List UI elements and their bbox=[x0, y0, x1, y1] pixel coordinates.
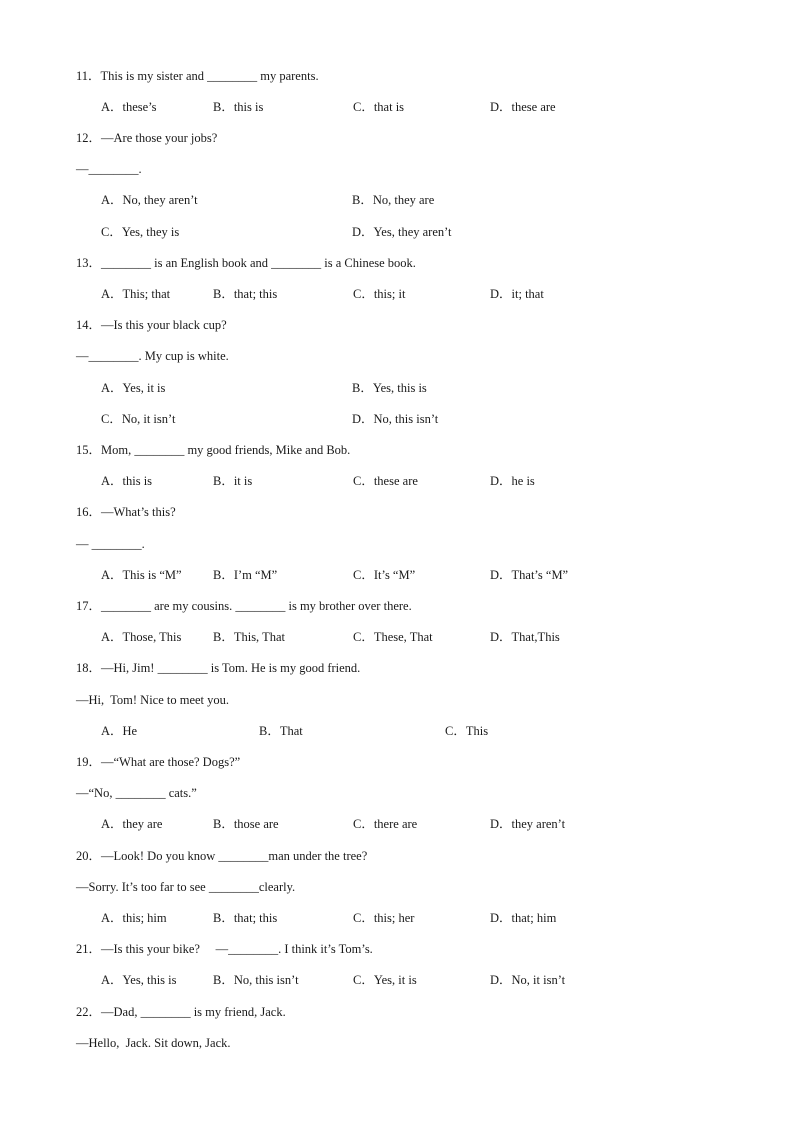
q16-option-c[interactable]: C．It’s “M” bbox=[353, 568, 416, 582]
question-14-reply: —________. My cup is white. bbox=[76, 349, 229, 363]
q20-option-a[interactable]: A．this; him bbox=[101, 911, 167, 925]
q12-option-a[interactable]: A．No, they aren’t bbox=[101, 193, 198, 207]
q20-option-d[interactable]: D．that; him bbox=[490, 911, 557, 925]
q19-option-a[interactable]: A．they are bbox=[101, 817, 163, 831]
question-15-stem: 15．Mom, ________ my good friends, Mike and Bob. bbox=[76, 443, 351, 457]
question-11-stem: 11．This is my sister and ________ my parents. bbox=[76, 69, 319, 83]
q15-option-b[interactable]: B．it is bbox=[213, 474, 253, 488]
q21-option-c[interactable]: C．Yes, it is bbox=[353, 973, 417, 987]
q13-option-d[interactable]: D．it; that bbox=[490, 287, 544, 301]
q21-option-b[interactable]: B．No, this isn’t bbox=[213, 973, 299, 987]
q14-option-c[interactable]: C．No, it isn’t bbox=[101, 412, 176, 426]
q12-option-b[interactable]: B．No, they are bbox=[352, 193, 435, 207]
q15-option-d[interactable]: D．he is bbox=[490, 474, 535, 488]
question-14-stem: 14．—Is this your black cup? bbox=[76, 318, 227, 332]
question-12-reply: —________. bbox=[76, 162, 142, 176]
question-17-stem: 17．________ are my cousins. ________ is my brother over there. bbox=[76, 599, 412, 613]
question-16-stem: 16．—What’s this? bbox=[76, 505, 176, 519]
q15-option-a[interactable]: A．this is bbox=[101, 474, 153, 488]
q18-option-b[interactable]: B．That bbox=[259, 724, 303, 738]
q13-option-c[interactable]: C．this; it bbox=[353, 287, 406, 301]
q11-option-b[interactable]: B．this is bbox=[213, 100, 264, 114]
q12-option-d[interactable]: D．Yes, they aren’t bbox=[352, 225, 452, 239]
q21-option-a[interactable]: A．Yes, this is bbox=[101, 973, 177, 987]
q11-option-d[interactable]: D．these are bbox=[490, 100, 556, 114]
question-12-stem: 12．—Are those your jobs? bbox=[76, 131, 218, 145]
q16-option-d[interactable]: D．That’s “M” bbox=[490, 568, 569, 582]
q20-option-c[interactable]: C．this; her bbox=[353, 911, 415, 925]
q19-option-b[interactable]: B．those are bbox=[213, 817, 279, 831]
q11-option-a[interactable]: A．these’s bbox=[101, 100, 157, 114]
question-19-stem: 19．—“What are those? Dogs?” bbox=[76, 755, 241, 769]
q16-option-b[interactable]: B．I’m “M” bbox=[213, 568, 278, 582]
question-21-stem: 21．—Is this your bike? —________. I think it’s Tom’s. bbox=[76, 942, 373, 956]
question-22-stem: 22．—Dad, ________ is my friend, Jack. bbox=[76, 1005, 286, 1019]
q14-option-d[interactable]: D．No, this isn’t bbox=[352, 412, 439, 426]
q17-option-d[interactable]: D．That,This bbox=[490, 630, 560, 644]
q17-option-a[interactable]: A．Those, This bbox=[101, 630, 182, 644]
q15-option-c[interactable]: C．these are bbox=[353, 474, 418, 488]
question-20-stem: 20．—Look! Do you know ________man under the tree? bbox=[76, 849, 368, 863]
q13-option-b[interactable]: B．that; this bbox=[213, 287, 278, 301]
question-13-stem: 13．________ is an English book and ________ is a Chinese book. bbox=[76, 256, 416, 270]
q14-option-b[interactable]: B．Yes, this is bbox=[352, 381, 427, 395]
question-20-reply: —Sorry. It’s too far to see ________clearly. bbox=[76, 880, 296, 894]
q12-option-c[interactable]: C．Yes, they is bbox=[101, 225, 180, 239]
q20-option-b[interactable]: B．that; this bbox=[213, 911, 278, 925]
question-22-reply: —Hello, Jack. Sit down, Jack. bbox=[76, 1036, 231, 1050]
question-19-reply: —“No, ________ cats.” bbox=[76, 786, 197, 800]
q16-option-a[interactable]: A．This is “M” bbox=[101, 568, 182, 582]
q19-option-c[interactable]: C．there are bbox=[353, 817, 418, 831]
q17-option-c[interactable]: C．These, That bbox=[353, 630, 433, 644]
q21-option-d[interactable]: D．No, it isn’t bbox=[490, 973, 566, 987]
q11-option-c[interactable]: C．that is bbox=[353, 100, 405, 114]
q18-option-a[interactable]: A．He bbox=[101, 724, 138, 738]
q18-option-c[interactable]: C．This bbox=[445, 724, 489, 738]
question-18-stem: 18．—Hi, Jim! ________ is Tom. He is my good friend. bbox=[76, 661, 361, 675]
question-18-reply: —Hi, Tom! Nice to meet you. bbox=[76, 693, 230, 707]
q14-option-a[interactable]: A．Yes, it is bbox=[101, 381, 166, 395]
question-16-reply: — ________. bbox=[76, 537, 145, 551]
q17-option-b[interactable]: B．This, That bbox=[213, 630, 285, 644]
q13-option-a[interactable]: A．This; that bbox=[101, 287, 171, 301]
q19-option-d[interactable]: D．they aren’t bbox=[490, 817, 566, 831]
